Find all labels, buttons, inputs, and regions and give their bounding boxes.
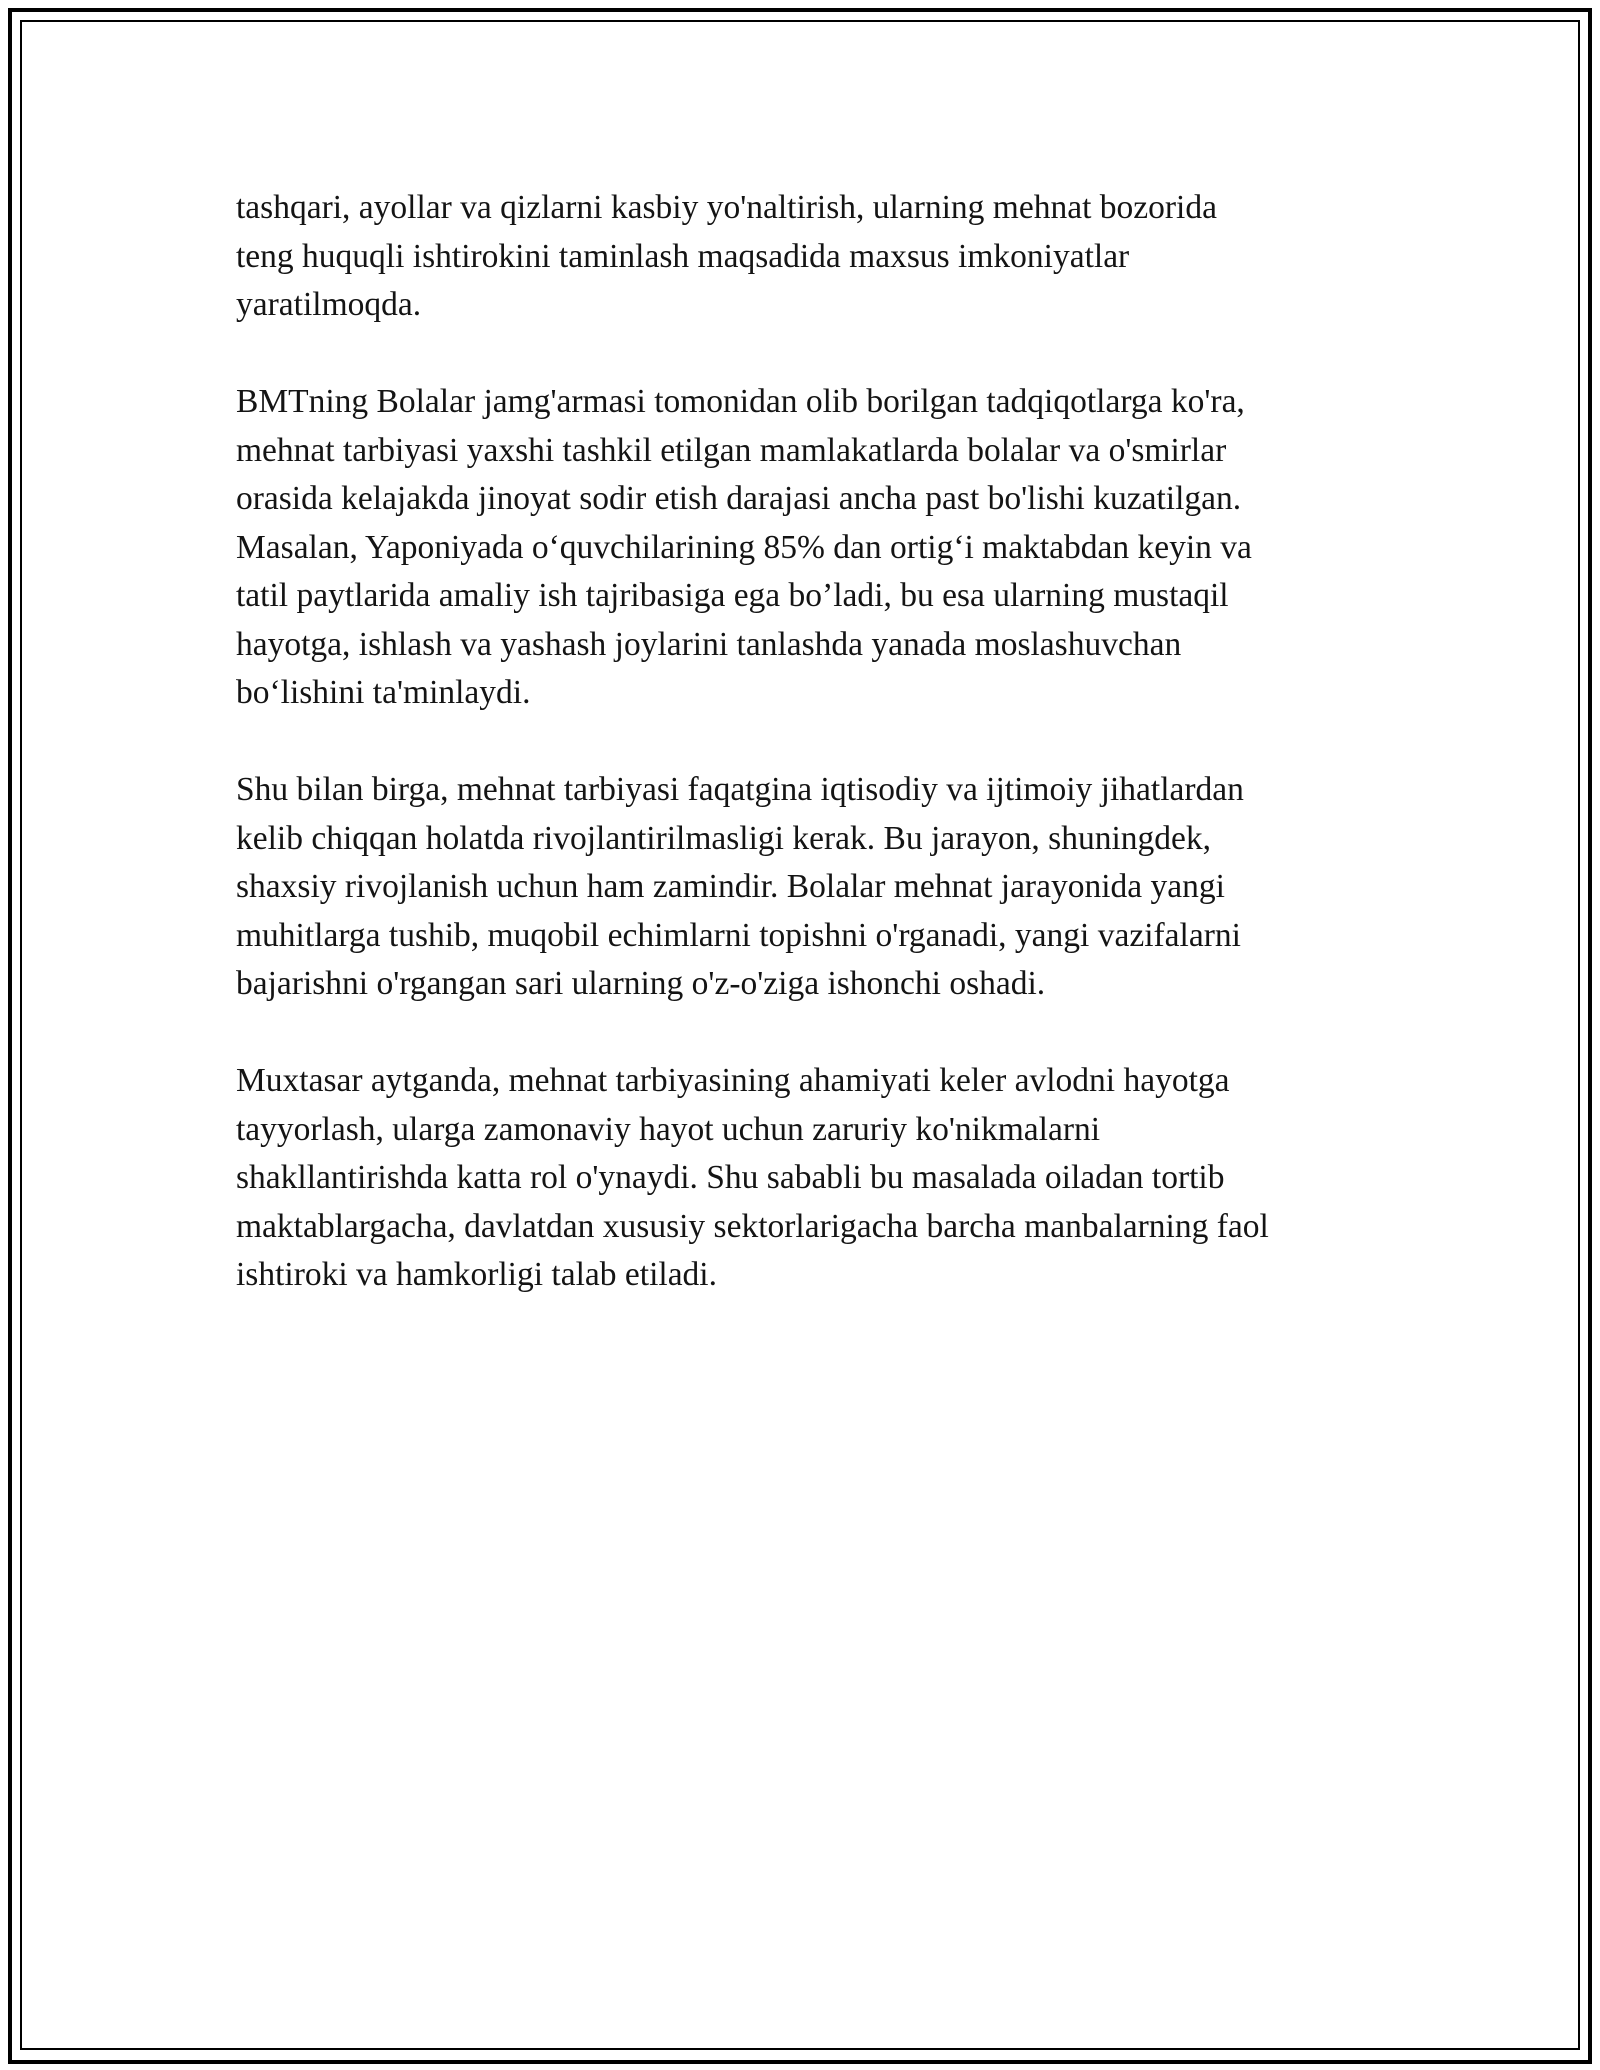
paragraph: Muxtasar aytganda, mehnat tarbiyasining ahamiyati keler avlodni hayotga tayyorlash, ularga zamonaviy hayot uchun zaruriy ko'nikmalarni shakllantirishda katta rol o'ynaydi. Shu sababli bu masalada oiladan tortib maktablargacha, davlatdan xususiy sektorlarigacha barcha manbalarning faol ishtiroki va hamkorligi talab etiladi. (236, 1062, 1269, 1293)
paragraph: BMTning Bolalar jamg'armasi tomonidan olib borilgan tadqiqotlarga ko'ra, mehnat tarbiyasi yaxshi tashkil etilgan mamlakatlarda bolalar va o'smirlar orasida kelajakda jinoyat sodir etish darajasi ancha past bo'lishi kuzatilgan. Masalan, Yaponiyada o‘quvchilarining 85% dan ortig‘i maktabdan keyin va tatil paytlarida amaliy ish tajribasiga ega bo’ladi, bu esa ularning mustaqil hayotga, ishlash va yashash joylarini tanlashda yanada moslashuvchan bo‘lishini ta'minlaydi. (236, 383, 1252, 711)
paragraph: tashqari, ayollar va qizlarni kasbiy yo'naltirish, ularning mehnat bozorida teng huquqli ishtirokini taminlash maqsadida maxsus imkoniyatlar yaratilmoqda. (236, 189, 1217, 323)
paragraph: Shu bilan birga, mehnat tarbiyasi faqatgina iqtisodiy va ijtimoiy jihatlardan kelib chiqqan holatda rivojlantirilmasligi kerak. Bu jarayon, shuningdek, shaxsiy rivojlanish uchun ham zamindir. Bolalar mehnat jarayonida yangi muhitlarga tushib, muqobil echimlarni topishni o'rganadi, yangi vazifalarni bajarishni o'rgangan sari ularning o'z-o'ziga ishonchi oshadi. (236, 771, 1244, 1002)
document-body (236, 184, 1396, 1348)
